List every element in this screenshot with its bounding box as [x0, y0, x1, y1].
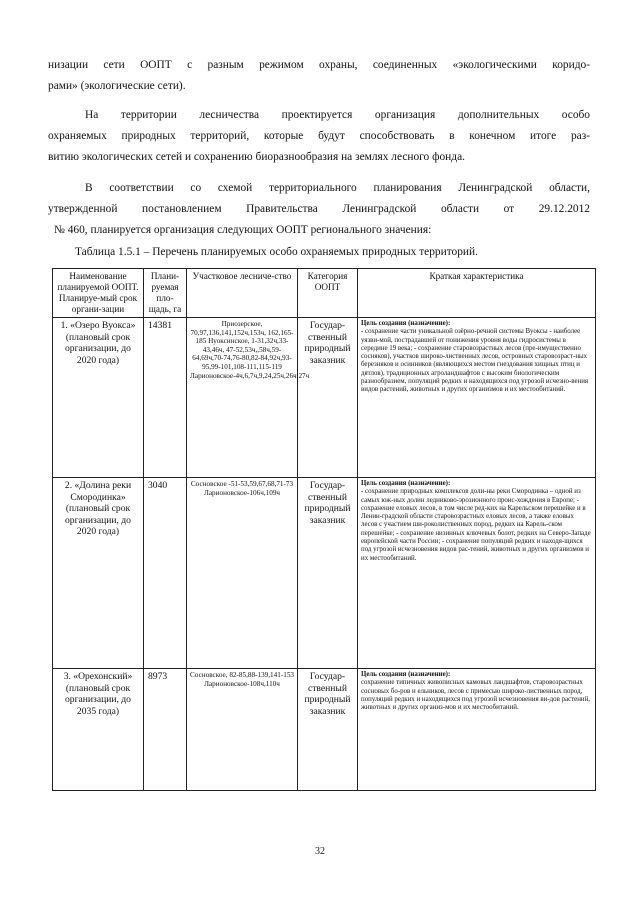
paragraph-new-zones [48, 105, 590, 168]
cell-category: Государ-ственный природный заказник [298, 478, 358, 669]
cell-name: 2. «Долина реки Смородинка» (плановый срок организации, до 2020 года) [53, 478, 144, 669]
table-row [53, 669, 596, 791]
header-area: Плани-руемая пло-щадь, га [144, 269, 187, 318]
header-name: Наименование планируемой ООПТ. Планируе-мый срок органи-зации [53, 269, 144, 318]
table-caption: Таблица 1.5.1 – Перечень планируемых особо охраняемых природных территорий. [75, 246, 478, 258]
cell-area: 14381 [144, 318, 187, 478]
text-line: утвержденной постановлением Правительства Ленинградской области от 29.12.2012 [48, 203, 590, 215]
ootp-table [52, 268, 596, 791]
text-line: охраняемых природных территорий, которые будут способствовать в конечном итоге раз- [48, 130, 590, 142]
text-line: рами» (экологические сети). [48, 80, 186, 92]
cell-area: 3040 [144, 478, 187, 669]
description-text: - сохранение части уникальной озёрно-речной системы Вуоксы - наиболее уязви-мой, пострадавшей от понижения уровня воды гидросистемы в середине 19 века; - сохранение старовозрастных лесов (пре-имущественно сосняков), участков широко-лиственных лесов, островных старовозраст-ных березняков и осинников (являющихся местом гнездования хищных птиц и дятлов), традиционных агроландшафтов с высоким биологическим разнообразием, популяций редких и находящихся под угрозой исчезно-вения видов растений, животных и других организмов и их местообитаний. [361, 328, 589, 394]
goal-label: Цель создания (назначение): [361, 480, 451, 487]
cell-category: Государ-ственный природный заказник [298, 669, 358, 791]
table-row [53, 318, 596, 478]
cell-category: Государ-ственный природный заказник [298, 318, 358, 478]
description-text: сохранение типичных живописных камовых ландшафтов, старовозрастных сосновых бо-ров и ельников, лесов с примесью широко-лиственных пород, популяций редких и находящихся под угрозой исчезновения ви-дов растений, животных и других организ-мов и их местообитаний. [361, 679, 590, 712]
cell-description [358, 318, 596, 478]
text-line: низации сети ООПТ с разным режимом охраны, соединенных «экологическими коридо- [48, 59, 590, 71]
paragraph-continuation [48, 55, 590, 97]
header-district: Участковое лесниче-ство [187, 269, 298, 318]
cell-area: 8973 [144, 669, 187, 791]
page-number: 32 [315, 846, 325, 857]
text-line: На территории лесничества проектируется организация дополнительных особо [85, 109, 590, 121]
cell-district: Сосновское, 82-85,88-139,141-153 Ларионовское-108ч,110ч [187, 669, 298, 791]
header-description: Краткая характеристика [358, 269, 596, 318]
description-text: - сохранение природных комплексов доли-ны реки Смородинка – одной из самых юж-ных долин ледниково-эрозионного проис-хождения в Европе; - сохранение еловых лесов, в том числе ред-ких на Карельском перешейке и в Ленин-градской области старовозрастных еловых лесов, а также еловых лесов с участием ши-роколиственных пород, редких на Карель-ском перешейке; - сохранение низинных ключевых болот, редких на Северо-Западе европейской части России; - сохранение популяций редких и находя-щихся под угрозой исчезновения видов рас-тений, животных и других организмов и их местообитаний. [361, 488, 591, 562]
paragraph-regional-plan [48, 178, 590, 241]
cell-district: Сосновское -51-53,59,67,68,71-73 Ларионовское-106ч,109ч [187, 478, 298, 669]
cell-district: Приозерское, 70,97,136,141,152ч,153ч, 162,165-185 Нуоксинское, 1-31,32ч,33-43,46ч, 47-52,53ч,,58ч,59-64,69ч,70-74,76-80,82-84,92ч,93-95,99-101,108-111,115-119 Ларионовское-4ч,6,7ч,9,24,25ч,26ч,27ч [187, 318, 298, 478]
goal-label: Цель создания (назначение): [361, 671, 451, 678]
text-line: № 460, планируется организация следующих ООПТ регионального значения: [54, 224, 432, 236]
cell-description [358, 478, 596, 669]
cell-name: 1. «Озеро Вуокса» (плановый срок организации, до 2020 года) [53, 318, 144, 478]
text-line: витию экологических сетей и сохранению биоразнообразия на землях лесного фонда. [48, 151, 465, 163]
table-header-row [53, 269, 596, 318]
table-row [53, 478, 596, 669]
goal-label: Цель создания (назначение): [361, 320, 451, 327]
cell-name: 3. «Орехонский» (плановый срок организации, до 2035 года) [53, 669, 144, 791]
text-line: В соответствии со схемой территориального планирования Ленинградской области, [85, 182, 590, 194]
cell-description [358, 669, 596, 791]
header-category: Категория ООПТ [298, 269, 358, 318]
